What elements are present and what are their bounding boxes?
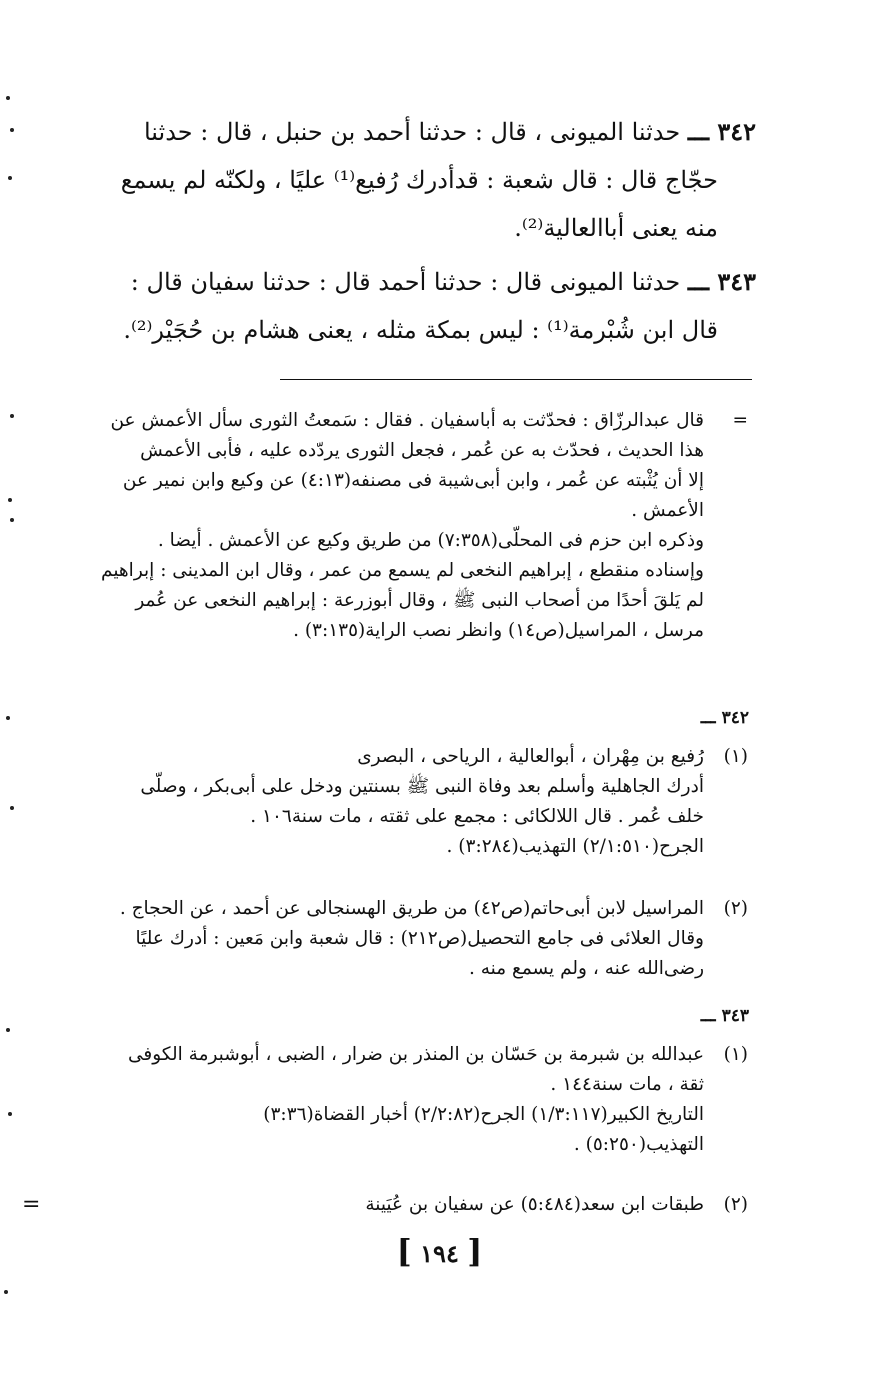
- footnote-marker: (٢): [723, 898, 748, 919]
- entry-342-line-3: منه يعنى أباالعالية⁽²⁾.: [514, 214, 718, 242]
- entry-342-line-1: [72, 108, 756, 156]
- footnote-line: عبدالله بن شبرمة بن حَسّان بن المنذر بن ضرار ، الضبى ، أبوشبرمة الكوفى: [127, 1044, 704, 1065]
- footnote-line: وإسناده منقطع ، إبراهيم النخعى لم يسمع من عمر ، وقال ابن المدينى : إبراهيم: [101, 560, 704, 581]
- footnote-line: خلف عُمر . قال اللالكائى : مجمع على ثقته ، مات سنة١٠٦ .: [250, 806, 704, 827]
- entry-342-line-2: حجّاج قال : قال شعبة : قدأدرك رُفيع⁽¹⁾ عليًا ، ولكنّه لم يسمع: [120, 166, 718, 194]
- scan-speck: [4, 1290, 8, 1294]
- footnote-line: الجرح(٢/١:٥١٠) التهذيب(٣:٢٨٤) .: [446, 836, 704, 857]
- entry-343: [72, 258, 756, 354]
- footnote-line: قال عبدالرزّاق : فحدّثت به أباسفيان . فقال : سَمعتُ الثورى سأل الأعمش عن: [110, 410, 704, 431]
- footnote-marker: (١): [723, 1044, 748, 1065]
- footnote-342-1: [72, 742, 756, 862]
- footnote-line: طبقات ابن سعد(٥:٤٨٤) عن سفيان بن عُيَينة: [365, 1194, 704, 1215]
- entry-343-number: ٣٤٣ ـــ: [687, 267, 756, 296]
- entry-342-text-1: حدثنا الميونى ، قال : حدثنا أحمد بن حنبل ، قال : حدثنا: [143, 118, 681, 146]
- footnote-section-342-heading: ٣٤٢ ـــ: [700, 708, 749, 728]
- footnote-line: مرسل ، المراسيل(ص١٤) وانظر نصب الراية(٣:١٣٥) .: [293, 620, 704, 641]
- footnote-342-2: [72, 894, 756, 984]
- entry-343-line-1: [72, 258, 756, 306]
- footnote-marker: (٢): [723, 1194, 748, 1215]
- footnote-line: هذا الحديث ، فحدّث به عن عُمر ، فجعل الثورى يردّده عليه ، فأبى الأعمش: [140, 440, 704, 461]
- footnote-line: لم يَلقَ أحدًا من أصحاب النبى ﷺ ، وقال أبوزرعة : إبراهيم النخعى عن عُمر: [135, 590, 704, 611]
- edge-mark: =: [22, 1192, 41, 1217]
- footnote-line: رُفيع بن مِهْران ، أبوالعالية ، الرياحى ، البصرى: [357, 746, 704, 767]
- footnote-line: رضى‌الله عنه ، ولم يسمع منه .: [468, 958, 704, 979]
- footnote-line: وذكره ابن حزم فى المحلّى(٧:٣٥٨) من طريق وكيع عن الأعمش . أيضا .: [157, 530, 704, 551]
- page-number: [0, 1232, 879, 1270]
- footnote-line: التهذيب(٥:٢٥٠) .: [573, 1134, 704, 1155]
- footnote-line: إلا أن يُثْبته عن عُمر ، وابن أبى‌شيبة فى مصنفه(٤:١٣) عن وكيع وابن نمير عن: [122, 470, 704, 491]
- footnote-line: ثقة ، مات سنة١٤٤ .: [550, 1074, 704, 1095]
- scan-speck: [6, 1028, 10, 1032]
- footnote-line: أدرك الجاهلية وأسلم بعد وفاة النبى ﷺ بسنتين ودخل على أبى‌بكر ، وصلّى: [140, 776, 704, 797]
- entry-343-line-2: قال ابن شُبْرمة⁽¹⁾ : ليس بمكة مثله ، يعنى هشام بن حُجَيْر⁽²⁾.: [123, 316, 718, 344]
- footnote-line: التاريخ الكبير(١/٣:١١٧) الجرح(٢/٢:٨٢) أخبار القضاة(٣:٣٦): [263, 1104, 704, 1125]
- scan-speck: [10, 414, 14, 418]
- footnote-section-343-heading: ٣٤٣ ـــ: [700, 1006, 749, 1026]
- scan-speck: [8, 498, 12, 502]
- entry-342-number: ٣٤٢ ـــ: [687, 117, 756, 146]
- footnote-343-2: [72, 1190, 756, 1220]
- footnote-line: المراسيل لابن أبى‌حاتم(ص٤٢) من طريق الهسنجالى عن أحمد ، عن الحجاج .: [119, 898, 704, 919]
- footnote-continued: [72, 406, 756, 646]
- footnote-marker: (١): [723, 746, 748, 767]
- footnote-line: الأعمش .: [631, 500, 704, 521]
- entry-343-text-1: حدثنا الميونى قال : حدثنا أحمد قال : حدثنا سفيان قال :: [130, 268, 681, 296]
- scan-speck: [10, 128, 14, 132]
- page-number-close-bracket: ]: [467, 1232, 483, 1270]
- scan-speck: [10, 806, 14, 810]
- entry-342: [72, 108, 756, 252]
- continuation-mark: =: [732, 410, 748, 431]
- footnote-343-1: [72, 1040, 756, 1160]
- page-number-open-bracket: [: [396, 1232, 412, 1270]
- scan-speck: [8, 1112, 12, 1116]
- footnote-line: وقال العلائى فى جامع التحصيل(ص٢١٢) : قال شعبة وابن مَعين : أدرك عليًا: [135, 928, 704, 949]
- scan-speck: [8, 176, 12, 180]
- footnote-divider: [280, 379, 752, 380]
- page-number-value: ١٩٤: [420, 1239, 459, 1268]
- scan-speck: [6, 716, 10, 720]
- scan-speck: [6, 96, 10, 100]
- scan-speck: [10, 518, 14, 522]
